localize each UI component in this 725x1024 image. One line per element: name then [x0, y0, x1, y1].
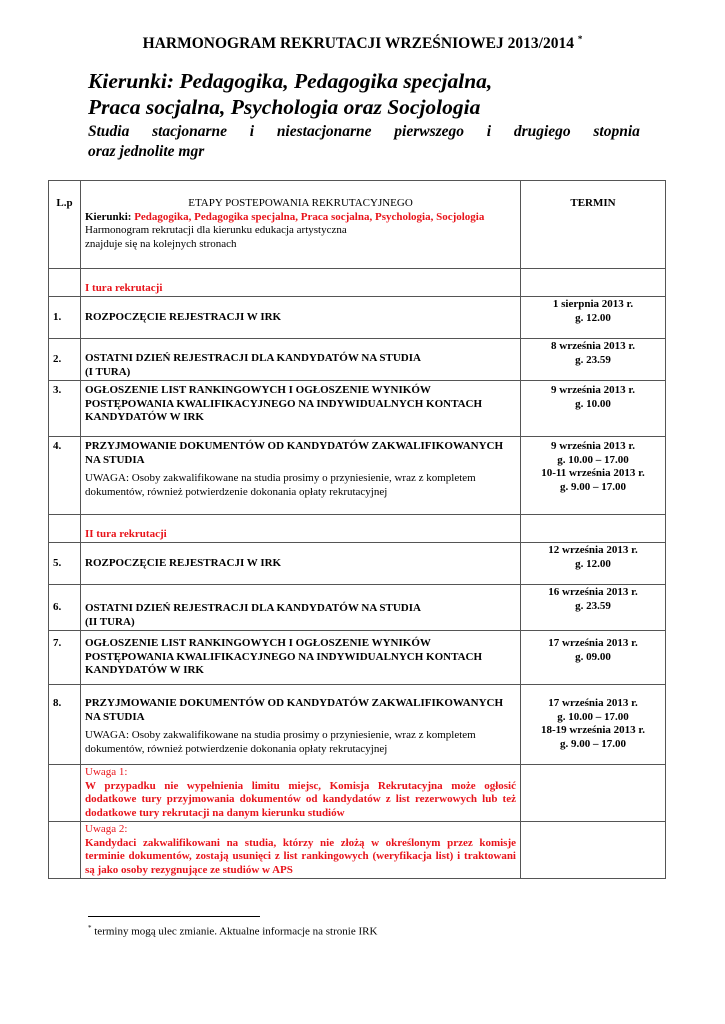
term-cell [521, 585, 666, 631]
footnote [88, 924, 377, 938]
study-word: i [249, 123, 255, 140]
row-number: 1. [49, 297, 81, 339]
study-word: pierwszego [394, 123, 465, 140]
stage-text: OGŁOSZENIE LIST RANKINGOWYCH I OGŁOSZENIE WYNIKÓW POSTĘPOWANIA KWALIFIKACYJNEGO NA INDYWIDUALNYCH KONTACH KANDYDATÓW W IRK [81, 381, 521, 437]
uwaga-1-row [49, 765, 666, 822]
uwaga-2-row [49, 822, 666, 879]
warning-text: Osoby zakwalifikowane na studia prosimy o przyniesienie, wraz z kompletem dokumentów, również potwierdzenie dokonania opłaty rekrutacyjnej [85, 472, 476, 498]
uwaga-1-label: Uwaga 1: [85, 766, 128, 778]
recruitment-schedule-table [48, 180, 666, 879]
term-cell [521, 631, 666, 685]
row-number: 5. [49, 543, 81, 585]
stage-text: PRZYJMOWANIE DOKUMENTÓW OD KANDYDATÓW ZAKWALIFIKOWANYCH NA STUDIA [85, 697, 504, 723]
term-hour: g. 23.59 [575, 353, 611, 366]
term-date: 1 sierpnia 2013 r. [552, 298, 634, 310]
col-stages-header-cell [81, 181, 521, 269]
stage-text: ROZPOCZĘCIE REJESTRACJI W IRK [81, 543, 521, 585]
study-word: drugiego [513, 123, 571, 140]
term-date: 16 września 2013 r. [548, 586, 638, 598]
fields-line-1: Kierunki: Pedagogika, Pedagogika specjalna, [88, 69, 493, 93]
table-row [49, 381, 666, 437]
term-date: 9 września 2013 r. [551, 384, 635, 396]
empty-cell [49, 269, 81, 297]
fields-heading [88, 68, 492, 120]
kierunki-label: Kierunki: [85, 210, 132, 223]
term-hour: g. 09.00 [575, 650, 611, 663]
document-title [0, 34, 725, 53]
table-row [49, 437, 666, 515]
term-cell [521, 543, 666, 585]
table-header-row [49, 181, 666, 269]
row-number: 4. [49, 437, 81, 515]
term-hour: g. 12.00 [575, 557, 611, 570]
uwaga-2-label: Uwaga 2: [85, 823, 128, 835]
term-date: 8 września 2013 r. [551, 340, 635, 352]
empty-cell [521, 269, 666, 297]
art-note-line-1: Harmonogram rekrutacji dla kierunku edukacja artystyczna [85, 224, 347, 236]
term-hour: g. 9.00 – 17.00 [560, 480, 626, 493]
term-date: 9 września 2013 r. [551, 440, 635, 452]
empty-cell [521, 765, 666, 822]
term-cell [521, 339, 666, 381]
table-row [49, 631, 666, 685]
empty-cell [49, 765, 81, 822]
warning-label: UWAGA: [85, 729, 129, 741]
term-date: 10-11 września 2013 r. [541, 467, 645, 479]
col-lp-header: L.p [49, 181, 81, 269]
kierunki-line [85, 211, 516, 225]
stage-cell [81, 339, 521, 381]
stage-text: PRZYJMOWANIE DOKUMENTÓW OD KANDYDATÓW ZAKWALIFIKOWANYCH NA STUDIA [85, 440, 504, 466]
title-text: HARMONOGRAM REKRUTACJI WRZEŚNIOWEJ 2013/2014 [142, 35, 574, 53]
stage-round: (II TURA) [85, 615, 135, 628]
empty-cell [521, 515, 666, 543]
term-cell [521, 297, 666, 339]
study-word: i [486, 123, 492, 140]
warning-note [85, 472, 516, 499]
study-word: stopnia [593, 123, 640, 140]
round-2-row [49, 515, 666, 543]
stage-text: ROZPOCZĘCIE REJESTRACJI W IRK [81, 297, 521, 339]
study-line-2: oraz jednolite mgr [88, 143, 205, 160]
row-number: 6. [49, 585, 81, 631]
term-hour: g. 23.59 [575, 599, 611, 612]
warning-note [85, 729, 516, 756]
footnote-separator [88, 916, 260, 917]
col-term-header: TERMIN [521, 181, 666, 269]
study-word: niestacjonarne [276, 123, 372, 140]
table-row [49, 585, 666, 631]
uwaga-2-cell [81, 822, 521, 879]
table-row [49, 685, 666, 765]
term-cell [521, 381, 666, 437]
term-cell [521, 685, 666, 765]
title-footnote-mark: * [577, 34, 583, 44]
footnote-mark: * [88, 924, 92, 932]
table-row [49, 297, 666, 339]
stage-cell [81, 437, 521, 515]
fields-line-2: Praca socjalna, Psychologia oraz Socjologia [88, 95, 481, 119]
round-2-label: II tura rekrutacji [81, 515, 521, 543]
study-line-1 [88, 122, 640, 142]
empty-cell [49, 822, 81, 879]
empty-cell [49, 515, 81, 543]
row-number: 7. [49, 631, 81, 685]
row-number: 8. [49, 685, 81, 765]
round-1-row [49, 269, 666, 297]
study-word: Studia [88, 123, 130, 140]
term-hour: g. 12.00 [575, 311, 611, 324]
table-row [49, 543, 666, 585]
study-type-heading [88, 122, 640, 162]
col-stages-header: ETAPY POSTEPOWANIA REKRUTACYJNEGO [188, 197, 413, 209]
warning-text: Osoby zakwalifikowane na studia prosimy o przyniesienie, wraz z kompletem dokumentów, również potwierdzenie dokonania opłaty rekrutacyjnej [85, 729, 476, 755]
term-date: 18-19 września 2013 r. [540, 724, 646, 736]
term-date: 12 września 2013 r. [548, 544, 638, 556]
uwaga-2-text: Kandydaci zakwalifikowani na studia, którzy nie złożą w określonym przez komisje terminie dokumentów, zostają usunięci z list rankingowych (weryfikacja list) i traktowani są jako osoby rezygnujące ze studiów w APS [85, 836, 516, 876]
stage-text: OSTATNI DZIEŃ REJESTRACJI DLA KANDYDATÓW NA STUDIA [85, 352, 421, 364]
uwaga-1-text: W przypadku nie wypełnienia limitu miejsc, Komisja Rekrutacyjna może ogłosić dodatkowe tury przyjmowania dokumentów od kandydatów z list rezerwowych lub też dodatkowe tury rekrutacji na danym kierunku studiów [85, 779, 516, 819]
term-hour: g. 10.00 [575, 397, 611, 410]
footnote-text: terminy mogą ulec zmianie. Aktualne informacje na stronie IRK [94, 925, 378, 938]
term-hour: g. 10.00 – 17.00 [557, 710, 629, 723]
uwaga-1-cell [81, 765, 521, 822]
row-number: 2. [49, 339, 81, 381]
term-date: 17 września 2013 r. [548, 697, 638, 709]
empty-cell [521, 822, 666, 879]
term-cell [521, 437, 666, 515]
term-hour: g. 10.00 – 17.00 [557, 453, 629, 466]
stage-round: (I TURA) [85, 365, 131, 378]
term-date: 17 września 2013 r. [548, 637, 638, 649]
stage-text: OSTATNI DZIEŃ REJESTRACJI DLA KANDYDATÓW NA STUDIA [85, 602, 421, 614]
stage-text: OGŁOSZENIE LIST RANKINGOWYCH I OGŁOSZENIE WYNIKÓW POSTĘPOWANIA KWALIFIKACYJNEGO NA INDYWIDUALNYCH KONTACH KANDYDATÓW W IRK [81, 631, 521, 685]
round-1-label: I tura rekrutacji [81, 269, 521, 297]
row-number: 3. [49, 381, 81, 437]
art-note-line-2: znajduje się na kolejnych stronach [85, 237, 237, 250]
kierunki-value: Pedagogika, Pedagogika specjalna, Praca socjalna, Psychologia, Socjologia [134, 210, 485, 223]
table-row [49, 339, 666, 381]
study-word: stacjonarne [152, 123, 228, 140]
stage-cell [81, 685, 521, 765]
warning-label: UWAGA: [85, 472, 129, 484]
term-hour: g. 9.00 – 17.00 [560, 737, 626, 750]
stage-cell [81, 585, 521, 631]
